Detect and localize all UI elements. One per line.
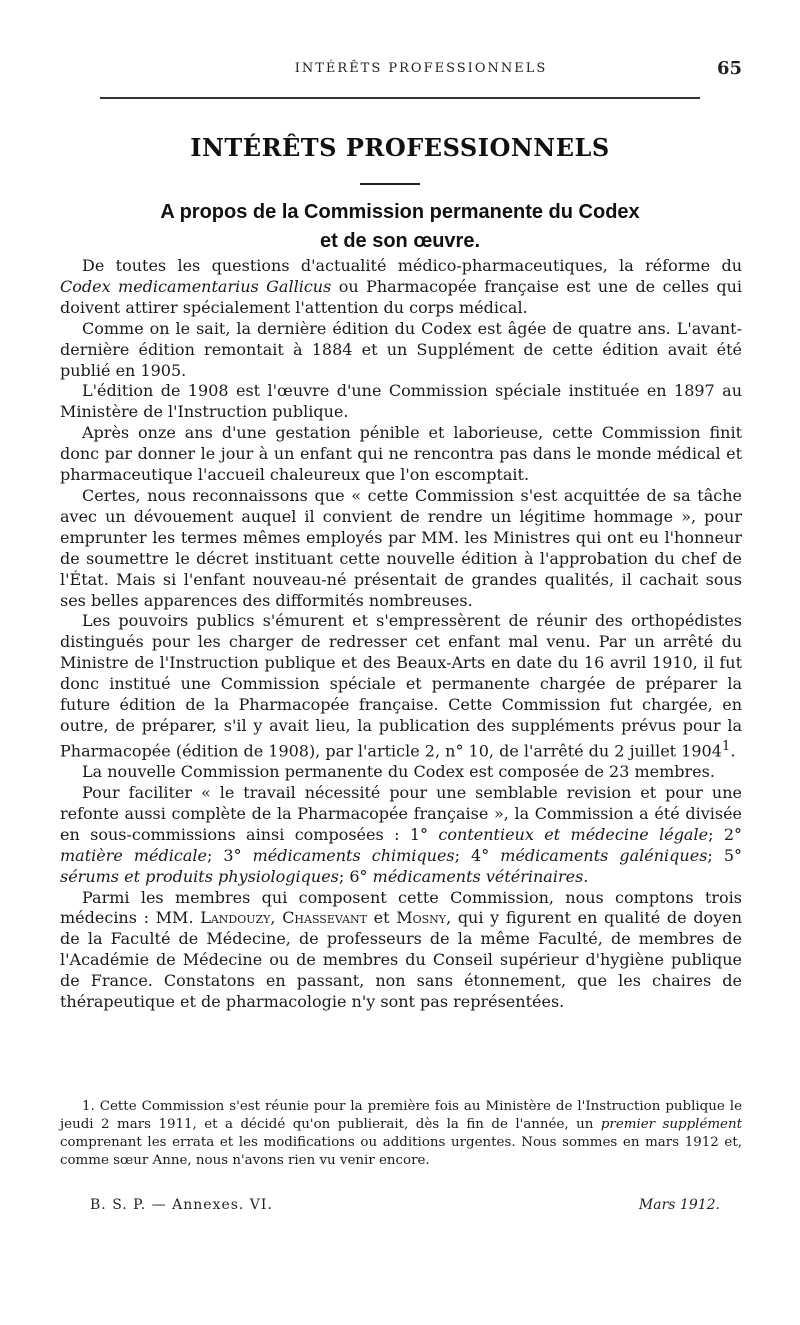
paragraph-text: ; 4° <box>454 845 501 865</box>
subcommission-name: médicaments chimiques <box>252 845 455 865</box>
person-name: Mosny <box>396 908 447 928</box>
paragraph-text: , <box>270 908 283 928</box>
subcommission-name: sérums et produits physiologiques <box>60 866 339 886</box>
paragraph-text: ; 2° <box>708 824 743 844</box>
paragraph-text: et <box>366 908 397 928</box>
footnote-italic: premier supplément <box>600 1117 742 1132</box>
footnote-1 <box>60 1098 742 1170</box>
codex-title-italic: Codex medicamentarius Gallicus <box>60 276 332 296</box>
subcommission-name: contentieux et médecine légale <box>438 824 709 844</box>
paragraph-text: Les pouvoirs publics s'émurent et s'empressèrent de réunir des orthopédistes distingués pour les charger de redresser cet enfant mal venu. Par un arrêté du Ministre de l'Instruction publique et des Beaux-Arts en date du 16 avril 1910, il fut donc institué une Commission spéciale et permanente chargée de préparer la future édition de la Pharmacopée française. Cette Commission fut chargée, en outre, de préparer, s'il y avait lieu, la publication des suppléments prévus pour la Pharmacopée (édition de 1908), par l'article 2, n° 10, de l'arrêté du 2 juillet 1904 <box>60 611 742 761</box>
signature-line <box>90 1197 720 1217</box>
subtitle-line-2: et de son œuvre. <box>319 230 481 252</box>
paragraph-text: ; 3° <box>206 845 253 865</box>
paragraph-text: ; 5° <box>707 845 743 865</box>
article-title: INTÉRÊTS PROFESSIONNELS <box>190 133 610 162</box>
paragraph-text: Pour faciliter « le travail nécessité pour une semblable revision et pour une refonte aussi complète de la Pharmacopée française », la Commission a été divisée en sous-commissions ainsi composées : 1° <box>60 782 742 844</box>
paragraph-text: ou Pharmacopée française est une de celles qui doivent attirer spécialement l'attention du corps médical. <box>60 276 743 317</box>
paragraph-text: De toutes les questions d'actualité médico-pharmaceutiques, la réforme du <box>82 256 742 275</box>
header-rule <box>100 97 700 99</box>
publication-date: Mars 1912. <box>638 1197 720 1213</box>
paragraph-6 <box>60 611 742 762</box>
page-number: 65 <box>716 58 742 79</box>
subtitle-line-1: A propos de la Commission permanente du Codex <box>160 201 640 223</box>
paragraph-1 <box>60 256 742 319</box>
publication-signature: B. S. P. — Annexes. VI. <box>90 1197 273 1213</box>
paragraph-text: . <box>730 741 736 761</box>
article-body <box>60 256 742 1013</box>
footnote-text: 1. Cette Commission s'est réunie pour la première fois au Ministère de l'Instruction publique le jeudi 2 mars 1911, et a décidé qu'on publierait, dès la fin de l'année, un <box>60 1099 742 1132</box>
person-name: Chassevant <box>282 908 367 928</box>
subcommission-name: médicaments galéniques <box>500 845 708 865</box>
subcommission-name: médicaments vétérinaires <box>372 866 584 886</box>
subcommission-name: matière médicale <box>60 845 207 865</box>
paragraph-text: ; 6° <box>338 866 373 886</box>
paragraph-text: Parmi les membres qui composent cette Commission, nous comptons trois médecins : MM. <box>60 887 742 928</box>
paragraph-5: Certes, nous reconnaissons que « cette Commission s'est acquittée de sa tâche avec un dévouement auquel il convient de rendre un légitime hommage », pour emprunter les termes mêmes employés par MM. les Ministres qui ont eu l'honneur de soumettre le décret instituant cette nouvelle édition à l'approbation du chef de l'État. Mais si l'enfant nouveau-né présentait de grandes qualités, il cachait sous ses belles apparences des difformités nombreuses. <box>60 485 742 610</box>
running-title: INTÉRÊTS PROFESSIONNELS <box>294 61 548 76</box>
paragraph-7: La nouvelle Commission permanente du Codex est composée de 23 membres. <box>82 762 715 782</box>
paragraph-3: L'édition de 1908 est l'œuvre d'une Commission spéciale instituée en 1897 au Ministère de l'Instruction publique. <box>60 381 742 422</box>
footnote <box>60 1098 742 1170</box>
document-page <box>60 0 743 1325</box>
paragraph-text: , qui y figurent en qualité de doyen de la Faculté de Médecine, de professeurs de la même Faculté, de membres de l'Académie de Médecine ou de membres du Conseil supérieur d'hygiène publique de France. Constatons en passant, non sans étonnement, que les chaires de thérapeutique et de pharmacologie n'y sont pas représentées. <box>60 908 743 1012</box>
paragraph-8 <box>60 783 742 888</box>
paragraph-4: Après onze ans d'une gestation pénible et laborieuse, cette Commission finit donc par donner le jour à un enfant qui ne rencontra pas dans le monde médical et pharmaceutique l'accueil chaleureux que l'on escomptait. <box>60 423 742 485</box>
paragraph-2: Comme on le sait, la dernière édition du Codex est âgée de quatre ans. L'avant-dernière édition remontait à 1884 et un Supplément de cette édition avait été publié en 1905. <box>60 318 742 380</box>
paragraph-text: . <box>583 866 589 886</box>
title-rule <box>360 183 420 185</box>
article-subtitle <box>60 198 740 256</box>
footnote-text: comprenant les errata et les modifications ou additions urgentes. Nous sommes en mars 1912 et, comme sœur Anne, nous n'avons rien vu venir encore. <box>60 1135 742 1168</box>
person-name: Landouzy <box>200 908 271 928</box>
running-head <box>100 58 742 81</box>
footnote-reference: 1 <box>721 738 731 754</box>
paragraph-9 <box>60 888 742 1013</box>
